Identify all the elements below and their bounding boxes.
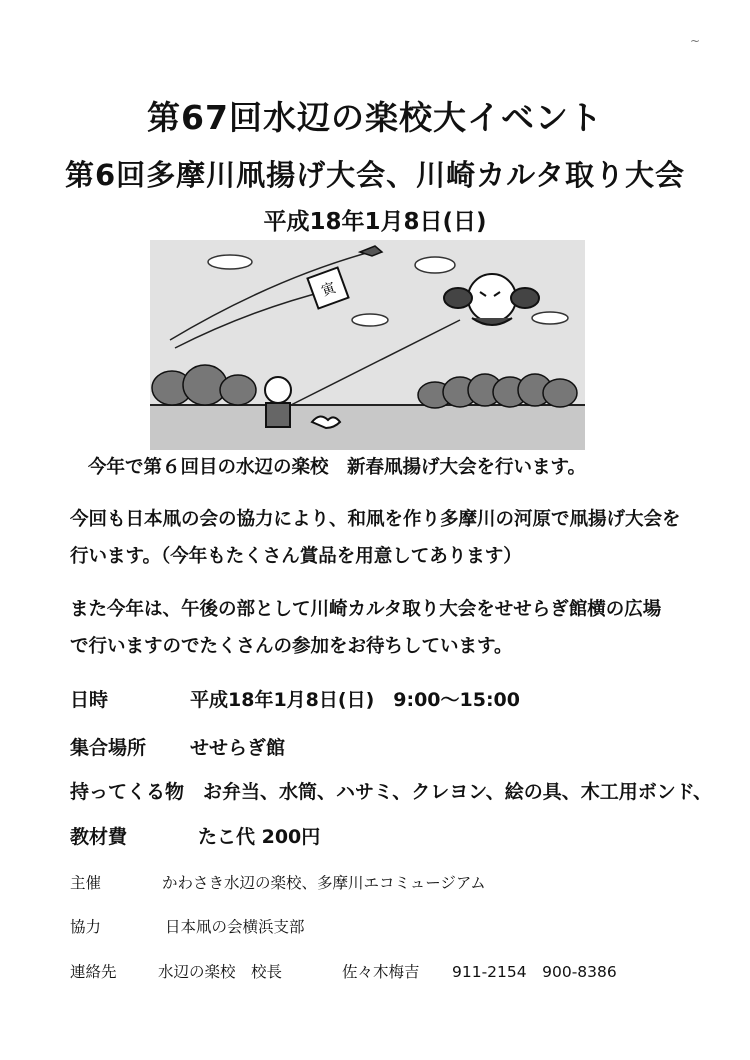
sub-title: 第6回多摩川凧揚げ大会、川崎カルタ取り大会 (64, 158, 686, 192)
contact-label: 連絡先 (70, 963, 117, 981)
kite-character: 寅 (319, 279, 338, 300)
kite-flying-illustration (150, 240, 585, 450)
intro-paragraph-line: で行いますのでたくさんの参加をお待ちしています。 (70, 636, 513, 657)
intro-paragraph-line: また今年は、午後の部として川崎カルタ取り大会をせせらぎ館横の広場 (70, 599, 662, 620)
fee-label: 教材費 (70, 826, 128, 848)
fee-value: たこ代 200円 (198, 826, 321, 848)
intro-paragraph-line: 今回も日本凧の会の協力により、和凧を作り多摩川の河原で凧揚げ大会を (70, 509, 681, 530)
datetime-value: 平成18年1月8日(日) 9:00～15:00 (190, 689, 520, 711)
venue-label: 集合場所 (70, 737, 147, 759)
contact-value: 水辺の楽校 校長 (158, 963, 283, 981)
intro-paragraph-line: 行います。（今年もたくさん賞品を用意してあります） (70, 546, 522, 567)
contact-name: 佐々木梅吉 (342, 963, 420, 981)
contact-phone: 911-2154 900-8386 (452, 963, 617, 981)
cooperation-value: 日本凧の会横浜支部 (165, 918, 305, 936)
venue-value: せせらぎ館 (190, 737, 286, 759)
main-title: 第67回水辺の楽校大イベント (147, 98, 603, 137)
intro-paragraph-line: 今年で第６回目の水辺の楽校 新春凧揚げ大会を行います。 (88, 457, 587, 478)
scan-mark: ~ (690, 34, 701, 48)
items-value: お弁当、水筒、ハサミ、クレヨン、絵の具、木工用ボンド、 (203, 781, 713, 803)
organizer-label: 主催 (70, 874, 102, 892)
person-icon (265, 377, 291, 427)
items-label: 持ってくる物 (70, 781, 185, 803)
datetime-label: 日時 (70, 689, 109, 711)
cooperation-label: 協力 (70, 918, 102, 936)
organizer-value: かわさき水辺の楽校、多摩川エコミュージアム (162, 874, 486, 892)
event-date-heading: 平成18年1月8日(日) (263, 209, 487, 235)
ground (150, 405, 585, 450)
